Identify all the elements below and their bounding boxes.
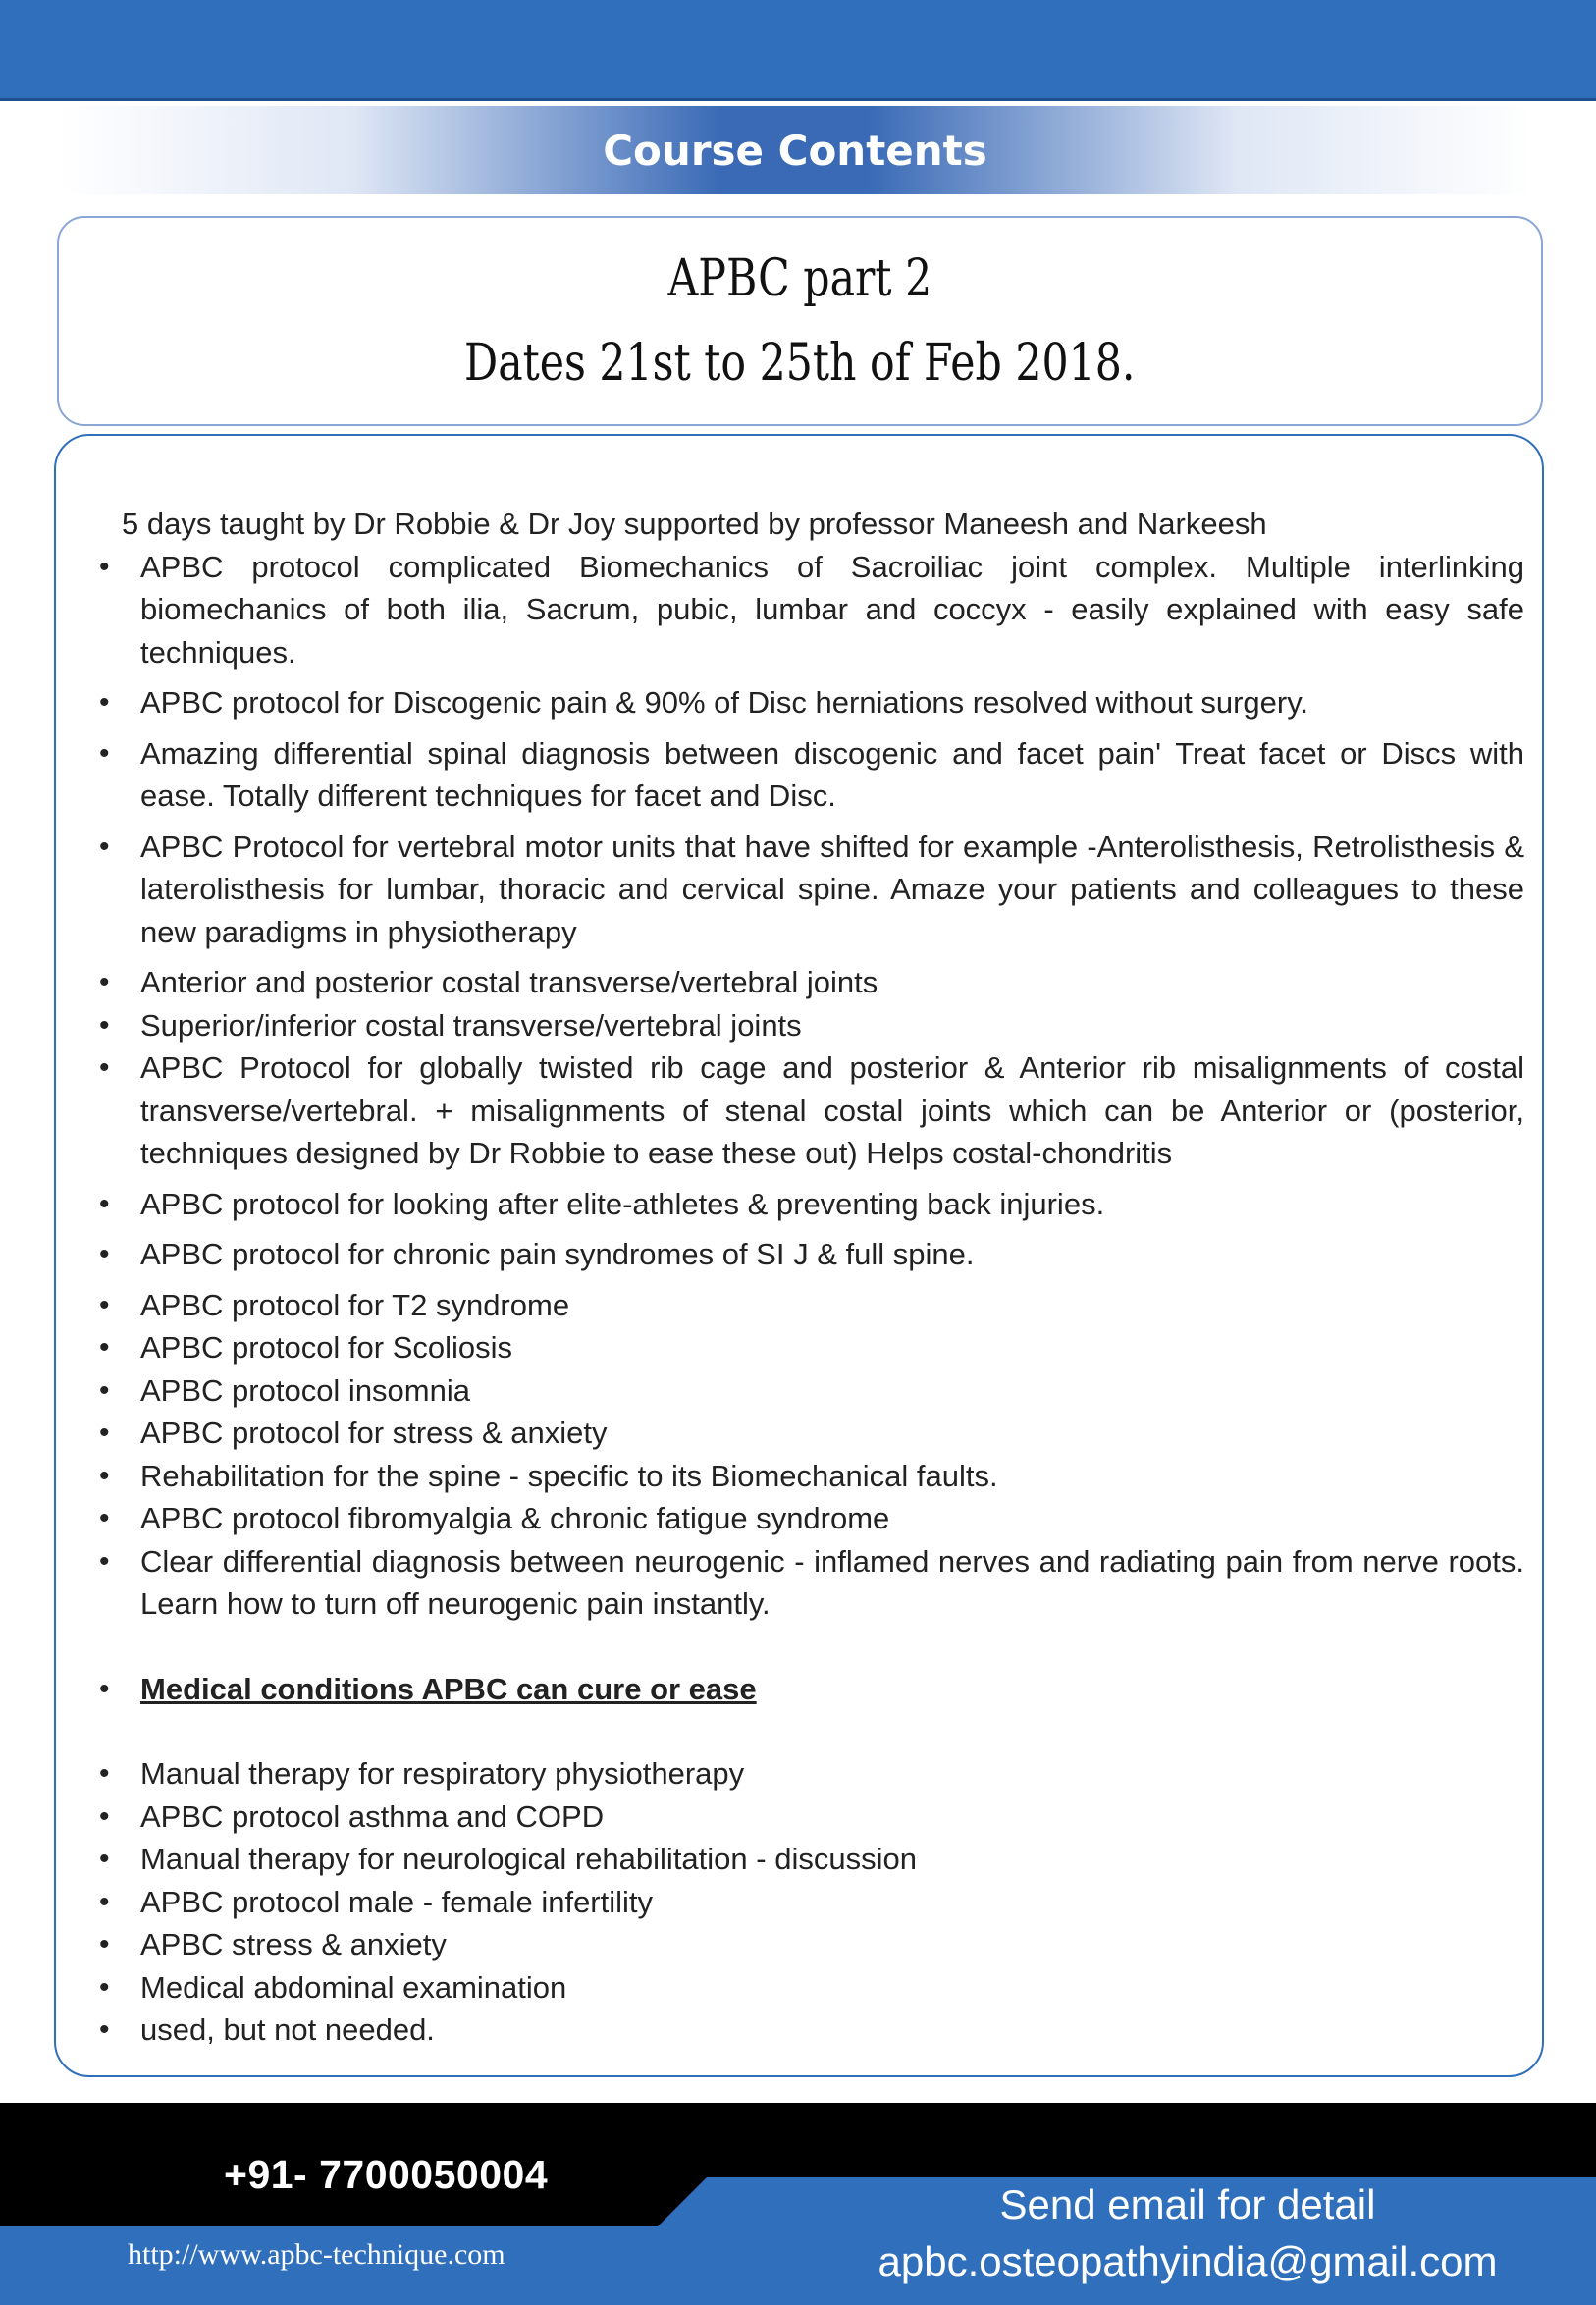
section-title: Course Contents [603,126,987,175]
list-item: • Anterior and posterior costal transverse/vertebral joints [93,961,1524,1004]
list-item: • APBC protocol male - female infertility [93,1881,1524,1924]
list-item: • Manual therapy for respiratory physiotherapy [93,1752,1524,1796]
phone-number: +91- 7700050004 [224,2152,549,2197]
list-item: • APBC stress & anxiety [93,1923,1524,1966]
list-item: • used, but not needed. [93,2009,1524,2052]
medical-conditions-heading: Medical conditions APBC can cure or ease [140,1671,757,1706]
list-item: • Clear differential diagnosis between neurogenic - inflamed nerves and radiating pain from nerve roots. Learn how to turn off neurogenic pain instantly. [93,1540,1524,1626]
course-title: APBC part 2 [667,249,932,308]
course-content [93,503,1524,2052]
list-item: • APBC protocol for chronic pain syndromes of SI J & full spine. [93,1233,1524,1276]
list-item: • APBC protocol for looking after elite-athletes & preventing back injuries. [93,1183,1524,1226]
list-item: • Superior/inferior costal transverse/vertebral joints [93,1004,1524,1047]
list-item: • APBC protocol for Scoliosis [93,1326,1524,1369]
course-topics-list [93,546,1524,2052]
list-item: • APBC protocol for stress & anxiety [93,1412,1524,1455]
intro-text: 5 days taught by Dr Robbie & Dr Joy supported by professor Maneesh and Narkeesh [122,507,1267,541]
list-item: • APBC protocol fibromyalgia & chronic fatigue syndrome [93,1497,1524,1540]
list-item: • Amazing differential spinal diagnosis between discogenic and facet pain' Treat facet or Discs with ease. Totally different techniques for facet and Disc. [93,732,1524,818]
list-item: • APBC protocol insomnia [93,1369,1524,1413]
medical-conditions-heading-item [93,1668,1524,1711]
list-item: • Rehabilitation for the spine - specific to its Biomechanical faults. [93,1455,1524,1498]
list-item: • APBC Protocol for vertebral motor units that have shifted for example -Anterolisthesis, Retrolisthesis & laterolisthesis for lumbar, thoracic and cervical spine. Amaze your patients and colleagues to these new paradigms in physiotherapy [93,826,1524,954]
list-item: • Medical abdominal examination [93,1966,1524,2010]
list-item: • APBC protocol for Discogenic pain & 90% of Disc herniations resolved without surgery. [93,681,1524,724]
top-banner [0,0,1596,101]
list-item: • APBC protocol complicated Biomechanics of Sacroiliac joint complex. Multiple interlinking biomechanics of both ilia, Sacrum, pubic, lumbar and coccyx - easily explained with easy safe techniques. [93,546,1524,674]
course-title-box [57,216,1543,426]
list-item: • APBC Protocol for globally twisted rib cage and posterior & Anterior rib misalignments of costal transverse/vertebral. + misalignments of stenal costal joints which can be Anterior or (posterior, techniques designed by Dr Robbie to ease these out) Helps costal-chondritis [93,1046,1524,1175]
course-dates: Dates 21st to 25th of Feb 2018. [464,334,1136,393]
email-label: Send email for detail [999,2181,1376,2227]
email-link[interactable]: apbc.osteopathyindia@gmail.com [878,2238,1498,2284]
website-link[interactable]: http://www.apbc-technique.com [128,2238,505,2271]
list-item: • APBC protocol for T2 syndrome [93,1284,1524,1327]
list-item: • Manual therapy for neurological rehabilitation - discussion [93,1838,1524,1881]
section-title-banner [59,106,1531,194]
list-item: • APBC protocol asthma and COPD [93,1796,1524,1839]
